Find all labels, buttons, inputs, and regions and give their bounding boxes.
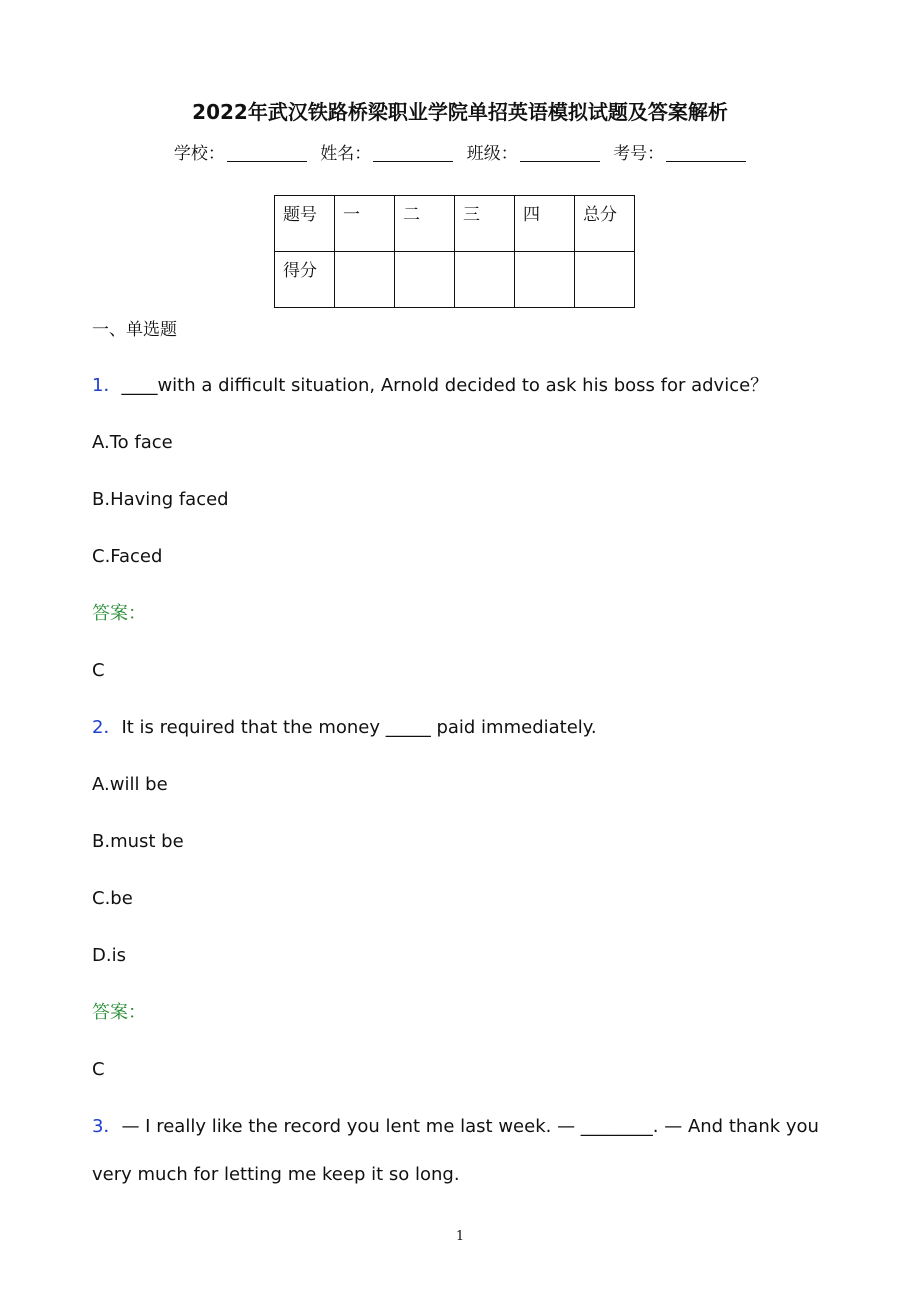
score-table (274, 195, 635, 308)
question-number: 2． (92, 717, 122, 738)
question-1 (92, 372, 768, 400)
option: B.Having faced (92, 489, 229, 510)
page-number: 1 (455, 1229, 465, 1244)
table-cell (575, 252, 635, 308)
question-text: ____with a difficult situation, Arnold decided to ask his boss for advice？ (121, 375, 769, 396)
table-cell (455, 252, 515, 308)
question-number: 1． (92, 375, 122, 396)
table-cell: 总分 (575, 196, 635, 252)
answer-label: 答案： (92, 1002, 146, 1023)
name-field: 姓名： (320, 144, 453, 164)
question-text: — I really like the record you lent me last week. — ________. — And thank you (121, 1116, 819, 1137)
option: D.is (92, 945, 126, 966)
section-title: 一、单选题 (92, 320, 177, 340)
option: A.will be (92, 774, 168, 795)
student-info-line (0, 140, 920, 168)
answer-value: C (92, 1059, 105, 1080)
question-3 (92, 1113, 819, 1141)
document-title: 2022年武汉铁路桥梁职业学院单招英语模拟试题及答案解析 (192, 100, 728, 124)
school-field: 学校： (174, 144, 307, 164)
option: B.must be (92, 831, 184, 852)
option: C.Faced (92, 546, 163, 567)
table-row (275, 196, 635, 252)
exam-number-field: 考号： (613, 144, 746, 164)
table-cell: 一 (335, 196, 395, 252)
question-text: It is required that the money _____ paid immediately. (121, 717, 597, 738)
question-2 (92, 714, 597, 742)
table-cell: 三 (455, 196, 515, 252)
question-text-continued: very much for letting me keep it so long. (92, 1164, 460, 1185)
table-row (275, 252, 635, 308)
answer-label: 答案： (92, 603, 146, 624)
option: C.be (92, 888, 133, 909)
table-cell: 四 (515, 196, 575, 252)
table-cell (395, 252, 455, 308)
answer-value: C (92, 660, 105, 681)
option: A.To face (92, 432, 173, 453)
table-cell (515, 252, 575, 308)
question-number: 3． (92, 1116, 122, 1137)
table-cell: 得分 (275, 252, 335, 308)
table-cell: 二 (395, 196, 455, 252)
class-field: 班级： (467, 144, 600, 164)
table-cell (335, 252, 395, 308)
table-cell: 题号 (275, 196, 335, 252)
